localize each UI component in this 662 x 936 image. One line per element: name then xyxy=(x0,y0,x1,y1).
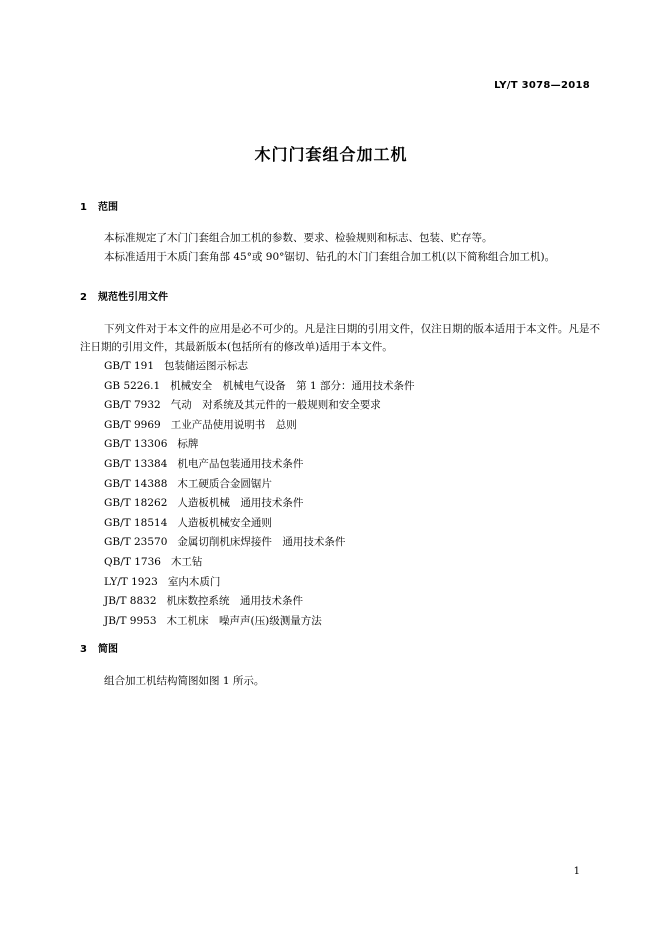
page-number: 1 xyxy=(573,866,580,877)
reference-title: 机械安全 机械电气设备 第 1 部分：通用技术条件 xyxy=(170,379,415,392)
section-2-paragraph: 下列文件对于本文件的应用是必不可少的。凡是注日期的引用文件，仅注日期的版本适用于本文件。凡是不注日期的引用文件，其最新版本(包括所有的修改单)适用于本文件。 xyxy=(80,323,600,353)
reference-title: 木工硬质合金圆锯片 xyxy=(177,477,272,490)
section-title: 规范性引用文件 xyxy=(98,292,168,303)
list-item xyxy=(104,455,415,475)
list-item xyxy=(104,416,415,436)
reference-code: GB/T 191 xyxy=(104,360,155,372)
list-item xyxy=(104,396,415,416)
reference-code: GB/T 13384 xyxy=(104,457,168,470)
list-item xyxy=(104,553,415,573)
reference-code: QB/T 1736 xyxy=(104,555,161,568)
reference-title: 人造板机械 通用技术条件 xyxy=(177,497,304,510)
reference-code: GB/T 18514 xyxy=(104,516,168,529)
section-number: 1 xyxy=(80,202,87,213)
reference-code: GB 5226.1 xyxy=(104,379,161,392)
section-2-heading xyxy=(80,288,168,303)
list-item xyxy=(104,533,415,553)
section-1-paragraph-2: 本标准适用于木质门套角部 45°或 90°锯切、钻孔的木门门套组合加工机(以下简称组合加工机)。 xyxy=(104,251,556,263)
standard-code: LY/T 3078—2018 xyxy=(494,80,590,91)
list-item xyxy=(104,475,415,495)
list-item xyxy=(104,435,415,455)
section-1-heading xyxy=(80,198,118,213)
list-item xyxy=(104,514,415,534)
list-item xyxy=(104,573,415,593)
section-number: 2 xyxy=(80,292,87,303)
reference-code: GB/T 14388 xyxy=(104,477,168,490)
normative-references-list xyxy=(104,357,415,631)
list-item xyxy=(104,357,415,377)
document-title: 木门门套组合加工机 xyxy=(254,145,408,164)
reference-title: 人造板机械安全通则 xyxy=(177,516,272,529)
reference-title: 室内木质门 xyxy=(167,575,221,588)
reference-title: 金属切削机床焊接件 通用技术条件 xyxy=(177,536,346,549)
list-item xyxy=(104,592,415,612)
list-item xyxy=(104,494,415,514)
reference-code: GB/T 13306 xyxy=(104,438,168,451)
reference-code: GB/T 18262 xyxy=(104,497,168,510)
reference-code: JB/T 9953 xyxy=(104,614,157,627)
reference-code: GB/T 9969 xyxy=(104,418,161,431)
reference-title: 木工机床 噪声声(压)级测量方法 xyxy=(166,614,322,627)
section-3-paragraph: 组合加工机结构简图如图 1 所示。 xyxy=(104,675,265,687)
reference-title: 机床数控系统 通用技术条件 xyxy=(166,595,304,608)
section-1-paragraph-1: 本标准规定了木门门套组合加工机的参数、要求、检验规则和标志、包装、贮存等。 xyxy=(104,232,493,244)
reference-title: 机电产品包装通用技术条件 xyxy=(177,457,304,470)
reference-title: 气动 对系统及其元件的一般规则和安全要求 xyxy=(170,399,381,412)
reference-title: 标牌 xyxy=(177,438,199,451)
reference-title: 包装储运图示标志 xyxy=(164,360,249,372)
section-title: 简图 xyxy=(98,644,118,655)
reference-code: GB/T 23570 xyxy=(104,536,168,549)
reference-code: JB/T 8832 xyxy=(104,595,157,608)
reference-code: GB/T 7932 xyxy=(104,399,161,412)
list-item xyxy=(104,612,415,632)
section-title: 范围 xyxy=(98,202,118,213)
section-number: 3 xyxy=(80,644,87,655)
section-3-heading xyxy=(80,640,118,655)
reference-code: LY/T 1923 xyxy=(104,575,158,588)
list-item xyxy=(104,377,415,397)
reference-title: 木工钻 xyxy=(170,555,203,568)
reference-title: 工业产品使用说明书 总则 xyxy=(170,418,297,431)
